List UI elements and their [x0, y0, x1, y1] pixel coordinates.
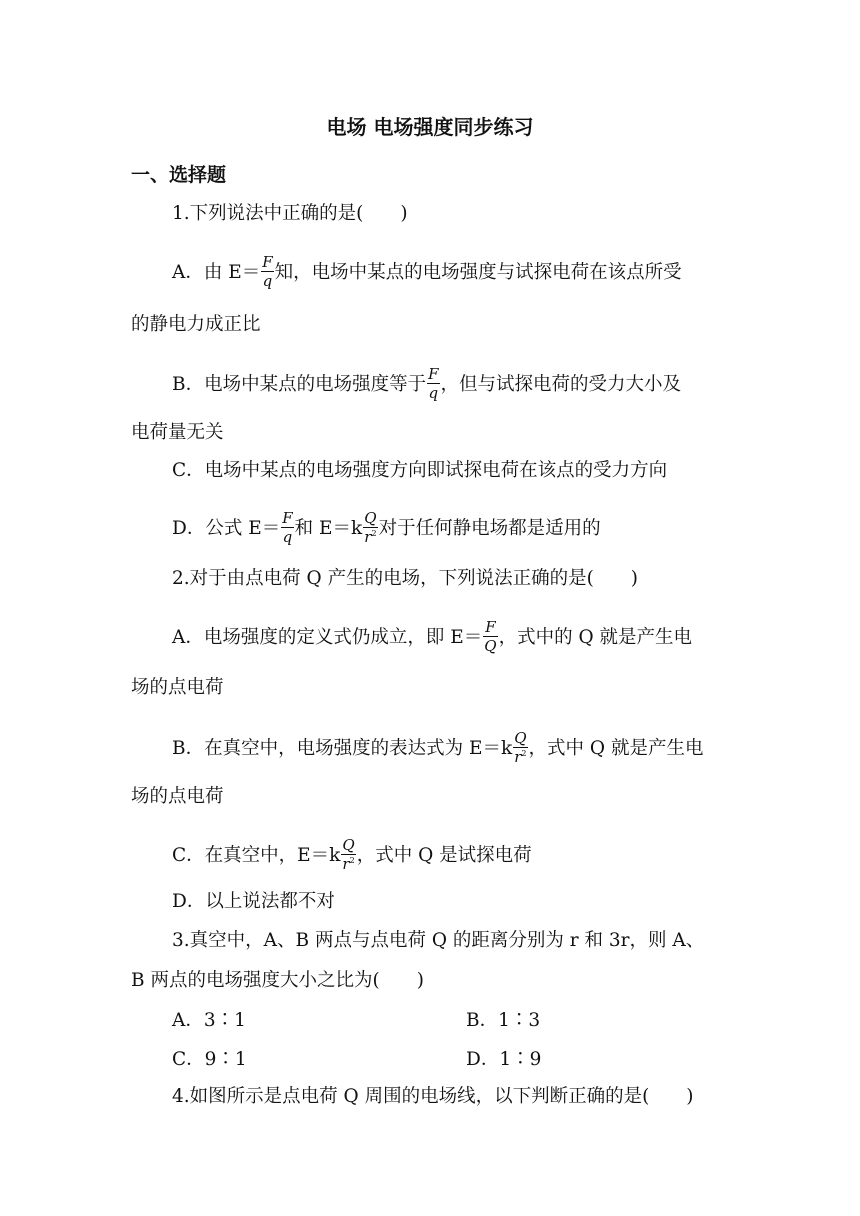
- q1-a-prefix: A．由 E＝: [172, 262, 261, 283]
- q2-c-prefix: C．在真空中，E＝k: [172, 845, 341, 866]
- q2-stem: 2.对于由点电荷 Q 产生的电场，下列说法正确的是( ): [172, 568, 639, 589]
- q2-option-d: D．以上说法都不对: [172, 891, 335, 912]
- fraction: $\frac{F}{Q}$: [484, 618, 497, 655]
- q1-option-b: [172, 365, 682, 402]
- q1-b-suffix: ，但与试探电荷的受力大小及: [440, 374, 682, 395]
- q1-stem: 1.下列说法中正确的是( ): [172, 203, 408, 224]
- q3-option-c: C．9∶1: [172, 1049, 247, 1070]
- fraction: $\frac{F}{q}$: [282, 509, 293, 546]
- q2-a-prefix: A．电场强度的定义式仍成立，即 E＝: [172, 627, 483, 648]
- q1-d-prefix: D．公式 E＝: [172, 518, 281, 539]
- q1-d-suffix: 对于任何静电场都是适用的: [378, 518, 601, 539]
- q3-stem-line2: B 两点的电场强度大小之比为( ): [131, 970, 424, 991]
- q4-stem: 4.如图所示是点电荷 Q 周围的电场线，以下判断正确的是( ): [172, 1086, 694, 1107]
- q1-a-suffix: 知，电场中某点的电场强度与试探电荷在该点所受: [274, 262, 682, 283]
- section-heading: 一、选择题: [131, 164, 227, 186]
- q3-stem-line1: 3.真空中，A、B 两点与点电荷 Q 的距离分别为 r 和 3r，则 A、: [172, 930, 705, 951]
- q2-option-a-cont: 场的点电荷: [131, 677, 224, 698]
- q2-option-c: [172, 836, 532, 873]
- q3-option-b: B．1∶3: [466, 1010, 541, 1031]
- q2-b-prefix: B．在真空中，电场强度的表达式为 E＝k: [172, 738, 513, 759]
- page-title: 电场 电场强度同步练习: [326, 115, 534, 139]
- q1-option-c: C．电场中某点的电场强度方向即试探电荷在该点的受力方向: [172, 460, 668, 481]
- q2-b-suffix: ，式中 Q 就是产生电: [528, 738, 704, 759]
- q2-option-b: [172, 729, 704, 766]
- q2-a-suffix: ，式中的 Q 就是产生电: [498, 627, 692, 648]
- fraction: $\frac{Q}{r^2}$: [342, 836, 355, 873]
- q1-option-a: [172, 253, 682, 290]
- fraction: $\frac{Q}{r^2}$: [514, 729, 527, 766]
- q2-option-a: [172, 618, 692, 655]
- q1-b-prefix: B．电场中某点的电场强度等于: [172, 374, 427, 395]
- fraction: $\frac{Q}{r^2}$: [364, 509, 377, 546]
- q1-option-b-cont: 电荷量无关: [131, 422, 224, 443]
- fraction: $\frac{F}{q}$: [428, 365, 439, 402]
- q2-c-suffix: ，式中 Q 是试探电荷: [356, 845, 532, 866]
- q1-d-middle: 和 E＝k: [294, 518, 363, 539]
- fraction: $\frac{F}{q}$: [262, 253, 273, 290]
- q1-option-a-cont: 的静电力成正比: [131, 314, 261, 335]
- q3-option-d: D．1∶9: [466, 1049, 542, 1070]
- q3-option-a: A．3∶1: [172, 1010, 246, 1031]
- q1-option-d: [172, 509, 601, 546]
- q2-option-b-cont: 场的点电荷: [131, 786, 224, 807]
